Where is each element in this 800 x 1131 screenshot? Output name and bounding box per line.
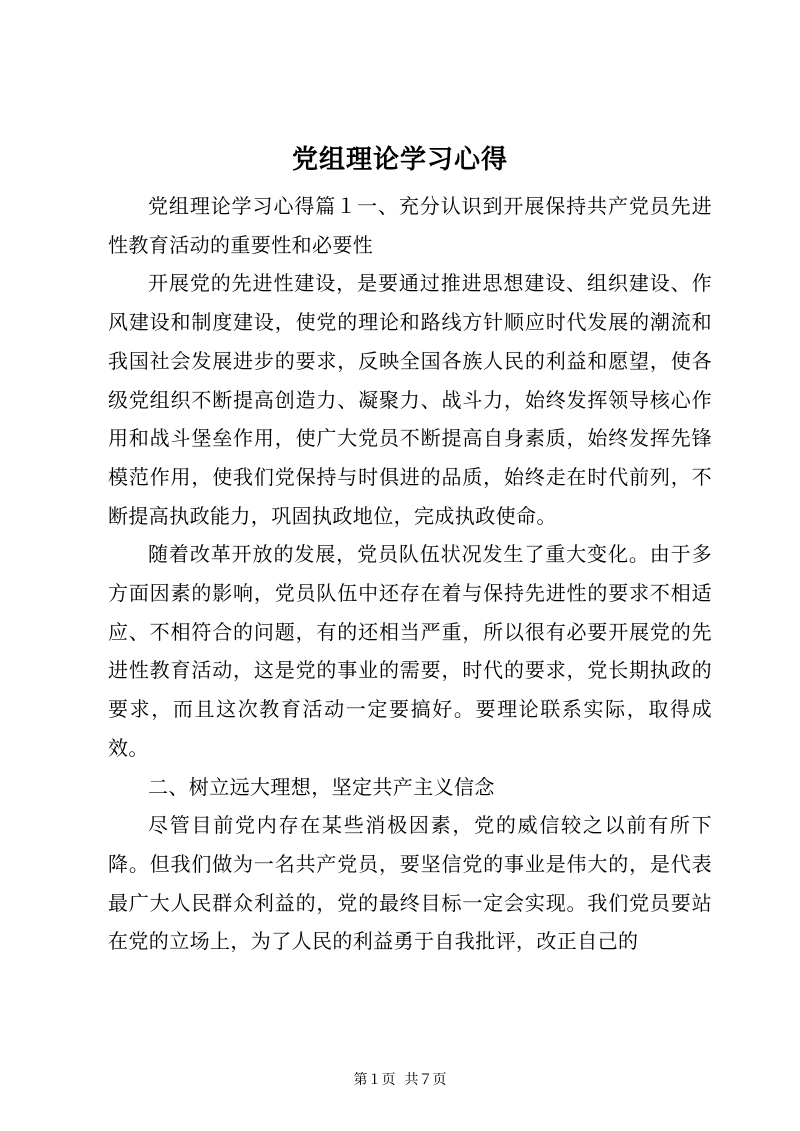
- paragraph-reform-development: 随着改革开放的发展，党员队伍状况发生了重大变化。由于多方面因素的影响，党员队伍中还存在着与保持先进性的要求不相适应、不相符合的问题，有的还相当严重，所以很有必要开展党的先进性教育活动，这是党的事业的需要，时代的要求，党长期执政的要求，而且这次教育活动一定要搞好。要理论联系实际，取得成效。: [108, 542, 712, 760]
- paragraph-intro: 党组理论学习心得篇１一、充分认识到开展保持共产党员先进性教育活动的重要性和必要性: [108, 194, 712, 257]
- page-total: 共７页: [404, 1072, 447, 1088]
- paragraph-party-prestige: 尽管目前党内存在某些消极因素，党的威信较之以前有所下降。但我们做为一名共产党员，要坚信党的事业是伟大的，是代表最广大人民群众利益的，党的最终目标一定会实现。我们党员要站在党的立场上，为了人民的利益勇于自我批评，改正自己的: [108, 813, 712, 954]
- page-footer: [0, 1070, 800, 1090]
- paragraph-advanced-construction: 开展党的先进性建设，是要通过推进思想建设、组织建设、作风建设和制度建设，使党的理论和路线方针顺应时代发展的潮流和我国社会发展进步的要求，反映全国各族人民的利益和愿望，使各级党组织不断提高创造力、凝聚力、战斗力，始终发挥领导核心作用和战斗堡垒作用，使广大党员不断提高自身素质，始终发挥先锋模范作用，使我们党保持与时俱进的品质，始终走在时代前列，不断提高执政能力，巩固执政地位，完成执政使命。: [108, 271, 712, 528]
- section-heading-ideals: 二、树立远大理想，坚定共产主义信念: [148, 774, 495, 799]
- document-title: 党组理论学习心得: [291, 145, 508, 175]
- page-number: 第１页: [353, 1072, 396, 1088]
- document-body: [108, 187, 712, 961]
